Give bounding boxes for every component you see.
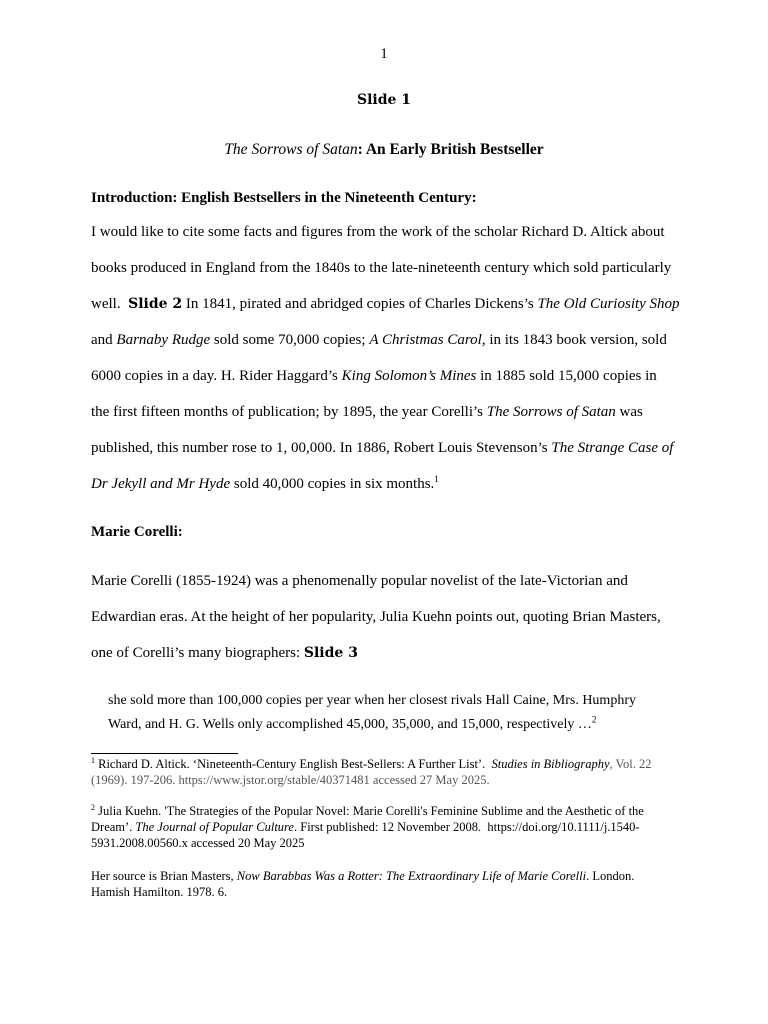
block-quote bbox=[108, 689, 636, 737]
corelli-line: Marie Corelli (1855-1924) was a phenomenally popular novelist of the late-Victorian and bbox=[91, 573, 628, 589]
footnote-ref-1: 1 bbox=[434, 474, 439, 484]
corelli-line: one of Corelli’s many biographers: Slide 3 bbox=[91, 645, 358, 661]
intro-line: Dr Jekyll and Mr Hyde sold 40,000 copies in six months.$^1$ bbox=[91, 474, 439, 492]
intro-line: well. Slide 2 In 1841, pirated and abridged copies of Charles Dickens’s The Old Curiosity Shop bbox=[91, 296, 680, 312]
intro-heading: Introduction: English Bestsellers in the Nineteenth Century: bbox=[91, 190, 477, 206]
footnote-2: $^2$ Julia Kuehn. 'The Strategies of the Popular Novel: Marie Corelli's Feminine Sublime and the Aesthetic of the Dream’. The Journal of Popular Culture. First published: 12 November 2008. https://doi.org/10.1111/j.1540- 5931.2008.00560.x accessed 20 May 2025 bbox=[91, 802, 644, 850]
intro-line: the first fifteen months of publication; by 1895, the year Corelli’s The Sorrows of Satan was bbox=[91, 404, 643, 420]
intro-line: published, this number rose to 1, 00,000. In 1886, Robert Louis Stevenson’s The Strange Case of bbox=[91, 440, 674, 456]
intro-line: 6000 copies in a day. H. Rider Haggard’s King Solomon’s Mines in 1885 sold 15,000 copies in bbox=[91, 368, 657, 384]
quote-line: Ward, and H. G. Wells only accomplished 45,000, 35,000, and 15,000, respectively …$^2$ bbox=[108, 714, 597, 732]
intro-line: and Barnaby Rudge sold some 70,000 copies; A Christmas Carol, in its 1843 book version, sold bbox=[91, 332, 667, 348]
corelli-heading: Marie Corelli: bbox=[91, 524, 183, 540]
title-italic: The Sorrows of Satan bbox=[224, 141, 358, 158]
footnote-separator bbox=[91, 753, 238, 754]
slide-3-marker: Slide 3 bbox=[303, 645, 358, 661]
quote-line: she sold more than 100,000 copies per year when her closest rivals Hall Caine, Mrs. Humphry bbox=[108, 693, 636, 708]
page-number: 1 bbox=[380, 46, 388, 62]
intro-line: I would like to cite some facts and figures from the work of the scholar Richard D. Altick about bbox=[91, 224, 665, 240]
corelli-paragraph bbox=[91, 563, 691, 671]
intro-line: books produced in England from the 1840s to the late-nineteenth century which sold particularly bbox=[91, 260, 672, 276]
corelli-line: Edwardian eras. At the height of her popularity, Julia Kuehn points out, quoting Brian Masters, bbox=[91, 609, 661, 625]
slide-heading: Slide 1 bbox=[356, 92, 412, 108]
footnote-3: Her source is Brian Masters, Now Barabbas Was a Rotter: The Extraordinary Life of Marie Corelli. London. Hamish Hamilton. 1978. 6. bbox=[91, 869, 635, 899]
slide-2-marker: Slide 2 bbox=[128, 296, 183, 312]
title-rest: : An Early British Bestseller bbox=[357, 141, 544, 158]
document-title bbox=[0, 141, 768, 159]
intro-paragraph bbox=[91, 214, 691, 502]
footnote-ref-2: 2 bbox=[591, 714, 597, 725]
footnote-1: $^1$ Richard D. Altick. ‘Nineteenth-Century English Best-Sellers: A Further List’. Studies in Bibliography, Vol. 22 (1969). 197-206. https://www.jstor.org/stable/40371481 accessed 27 May 2025. bbox=[91, 755, 652, 787]
